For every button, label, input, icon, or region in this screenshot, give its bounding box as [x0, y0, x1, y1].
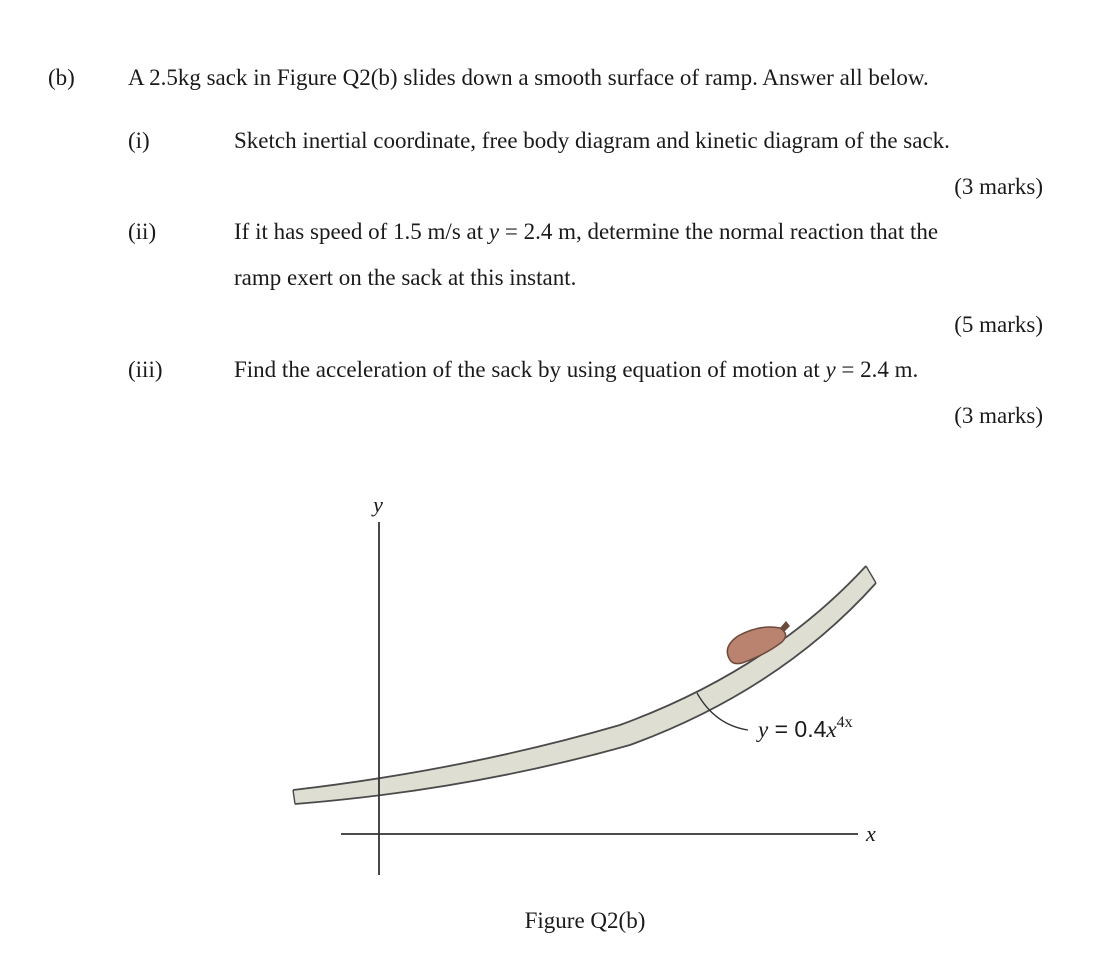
item-iii-text-pre: Find the acceleration of the sack by using equation of motion at	[234, 357, 826, 382]
equation-var: y	[758, 717, 769, 742]
ramp-bottom-edge	[295, 583, 876, 804]
x-axis-label: x	[866, 821, 876, 846]
item-ii-label: (ii)	[128, 219, 157, 244]
equation-eq: = 0.4	[768, 716, 827, 742]
figure-caption: Figure Q2(b)	[524, 908, 646, 933]
equation-exp: 4x	[836, 714, 853, 731]
item-iii-label: (iii)	[128, 357, 163, 382]
item-ii-text-pre: If it has speed of 1.5 m/s at	[234, 219, 489, 244]
equation-base: x	[826, 717, 837, 742]
item-i-marks: (3 marks)	[954, 174, 1043, 199]
item-ii-var: y	[488, 219, 500, 244]
question-intro: A 2.5kg sack in Figure Q2(b) slides down a smooth surface of ramp. Answer all below.	[128, 65, 929, 90]
item-i-label: (i)	[128, 128, 150, 153]
ramp-surface	[293, 566, 876, 804]
item-i-text: Sketch inertial coordinate, free body diagram and kinetic diagram of the sack.	[234, 128, 950, 153]
y-axis-label: y	[373, 492, 383, 517]
item-ii-text-line2: ramp exert on the sack at this instant.	[234, 265, 577, 290]
ramp-equation	[756, 714, 853, 742]
item-iii-marks: (3 marks)	[954, 403, 1043, 428]
item-ii-text-post: = 2.4 m, determine the normal reaction that the	[499, 219, 939, 244]
part-label: (b)	[48, 65, 75, 90]
item-iii-var: y	[825, 357, 836, 382]
item-ii-marks: (5 marks)	[954, 312, 1043, 337]
item-iii-text-post: = 2.4 m.	[835, 357, 919, 382]
